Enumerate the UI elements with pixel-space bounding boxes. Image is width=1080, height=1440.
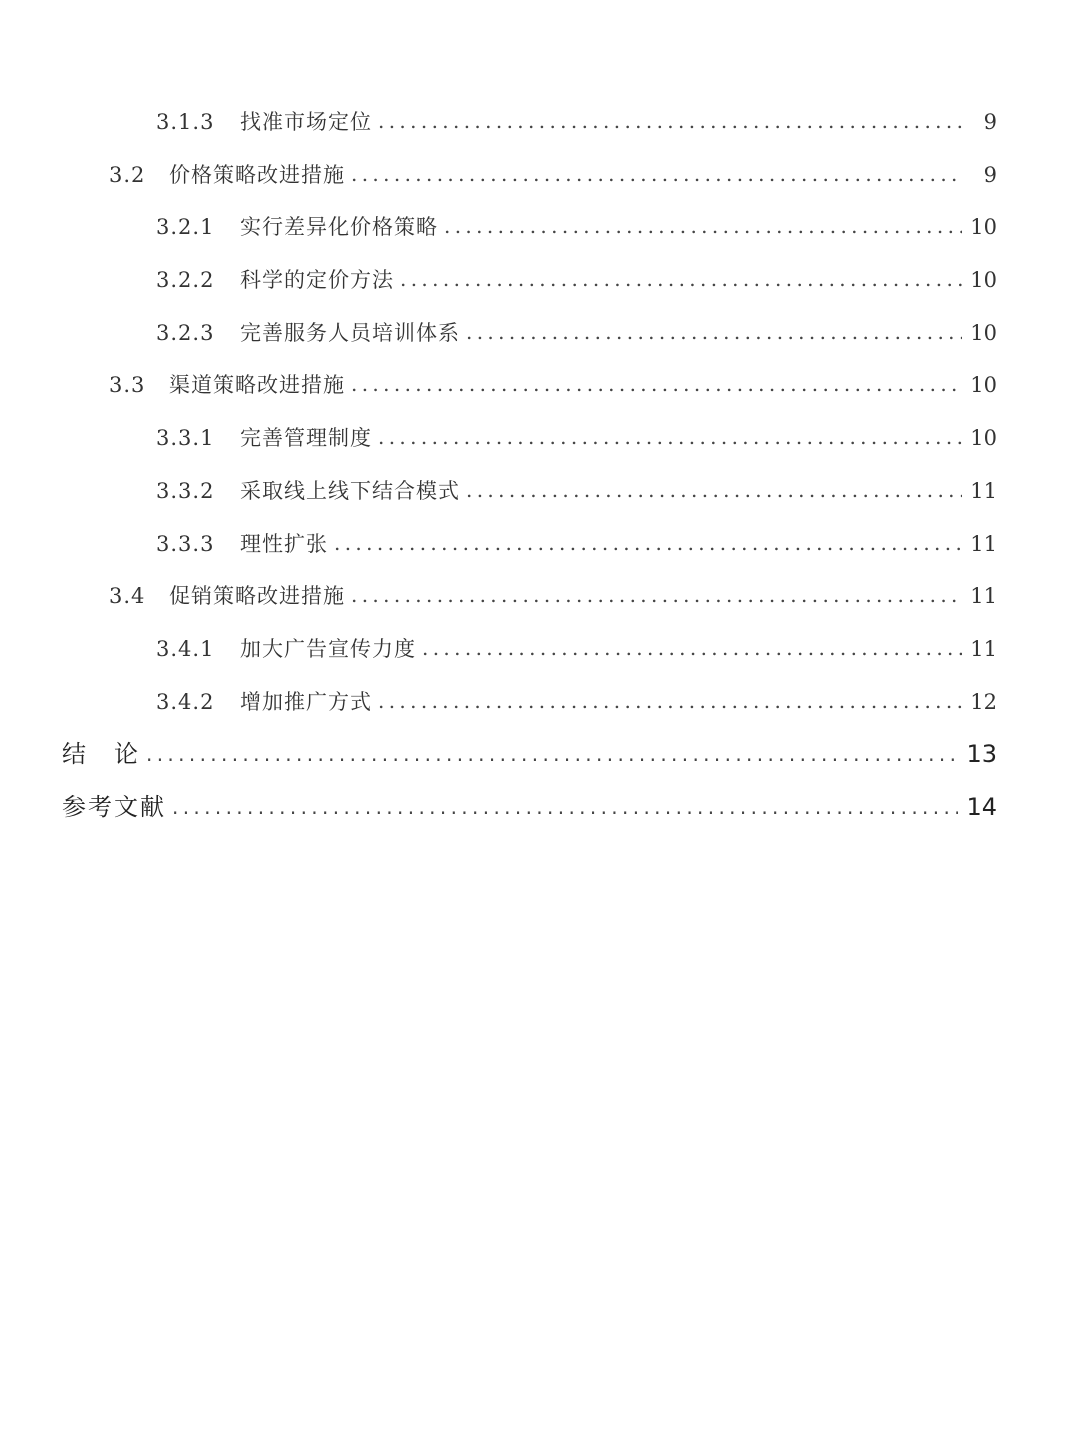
toc-entry-number: 3.3.2: [156, 478, 215, 503]
toc-entry-title: 科学的定价方法: [240, 268, 394, 293]
toc-entry-3-2-2[interactable]: [0, 254, 1080, 307]
toc-entry-3-2[interactable]: [0, 149, 1080, 202]
dot-leader: [444, 200, 962, 253]
toc-entry-page: 10: [970, 426, 997, 451]
table-of-contents: [0, 96, 1080, 834]
toc-entry-number: 3.2.1: [156, 215, 215, 240]
toc-entry-3-2-3[interactable]: [0, 307, 1080, 360]
toc-entry-page: 11: [970, 636, 997, 661]
toc-entry-number: 3.4.1: [156, 636, 215, 661]
toc-entry-page: 11: [970, 584, 997, 609]
toc-entry-title: 理性扩张: [240, 531, 328, 556]
toc-entry-references[interactable]: [0, 781, 1080, 834]
toc-entry-number: 3.3.3: [156, 531, 215, 556]
toc-entry-title: 实行差异化价格策略: [240, 215, 438, 240]
dot-leader: [146, 728, 958, 781]
toc-entry-number: 3.2: [109, 162, 146, 187]
dot-leader: [351, 358, 962, 411]
toc-entry-page: 9: [983, 110, 997, 134]
toc-entry-title: 参考文献: [62, 792, 166, 821]
dot-leader: [466, 464, 962, 517]
toc-entry-3-3-1[interactable]: [0, 412, 1080, 465]
toc-entry-number: 3.1.3: [156, 110, 215, 134]
toc-entry-page: 11: [970, 531, 997, 556]
dot-leader: [400, 253, 962, 306]
toc-entry-3-2-1[interactable]: [0, 201, 1080, 254]
toc-entry-title: 增加推广方式: [240, 689, 372, 714]
dot-leader: [351, 569, 962, 622]
toc-entry-page: 13: [966, 740, 997, 769]
toc-entry-title: 完善管理制度: [240, 426, 372, 451]
toc-entry-title: 采取线上线下结合模式: [240, 478, 460, 503]
dot-leader: [378, 411, 962, 464]
toc-entry-3-4-1[interactable]: [0, 623, 1080, 676]
toc-entry-3-1-3[interactable]: [0, 96, 1080, 149]
dot-leader: [378, 95, 963, 148]
toc-entry-title: 结 论: [62, 740, 140, 769]
dot-leader: [351, 148, 963, 201]
toc-entry-number: 3.2.2: [156, 268, 215, 293]
dot-leader: [378, 675, 962, 728]
toc-entry-page: 10: [970, 373, 997, 398]
toc-entry-page: 10: [970, 215, 997, 240]
toc-entry-title: 完善服务人员培训体系: [240, 320, 460, 345]
toc-entry-page: 12: [970, 689, 997, 714]
dot-leader: [422, 622, 962, 675]
toc-entry-3-3[interactable]: [0, 359, 1080, 412]
toc-entry-3-3-3[interactable]: [0, 518, 1080, 571]
dot-leader: [466, 306, 962, 359]
dot-leader: [172, 781, 958, 834]
toc-entry-number: 3.2.3: [156, 320, 215, 345]
toc-entry-title: 找准市场定位: [240, 110, 372, 134]
toc-entry-title: 渠道策略改进措施: [169, 373, 345, 398]
toc-entry-title: 价格策略改进措施: [169, 162, 345, 187]
toc-entry-page: 10: [970, 320, 997, 345]
toc-entry-number: 3.3.1: [156, 426, 215, 451]
toc-entry-page: 11: [970, 478, 997, 503]
toc-entry-page: 10: [970, 268, 997, 293]
toc-entry-number: 3.4.2: [156, 689, 215, 714]
toc-entry-page: 9: [983, 162, 997, 187]
toc-entry-3-4[interactable]: [0, 570, 1080, 623]
toc-entry-number: 3.3: [109, 373, 146, 398]
toc-entry-page: 14: [966, 792, 997, 821]
toc-entry-conclusion[interactable]: [0, 728, 1080, 781]
toc-entry-number: 3.4: [109, 584, 146, 609]
toc-entry-title: 促销策略改进措施: [169, 584, 345, 609]
toc-entry-3-4-2[interactable]: [0, 676, 1080, 729]
toc-entry-3-3-2[interactable]: [0, 465, 1080, 518]
toc-entry-title: 加大广告宣传力度: [240, 636, 416, 661]
dot-leader: [334, 517, 962, 570]
